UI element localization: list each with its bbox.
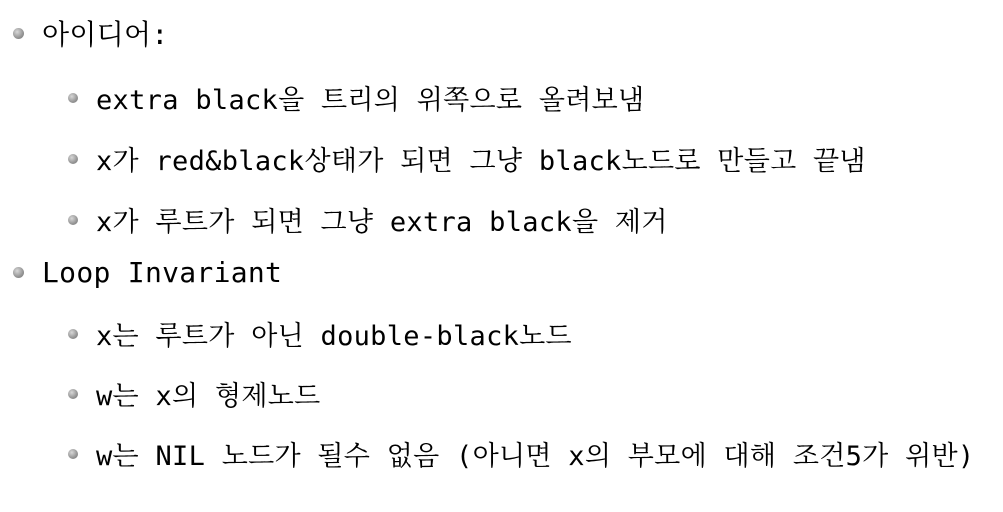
bullet-icon bbox=[13, 28, 24, 39]
bullet-loop-invariant-text: Loop Invariant bbox=[42, 256, 283, 289]
bullet-icon bbox=[68, 449, 78, 459]
bullet-icon bbox=[68, 215, 78, 225]
bullet-icon bbox=[68, 329, 78, 339]
bullet-icon bbox=[13, 267, 24, 278]
sub-bullet-text: w는 NIL 노드가 될수 없음 (아니면 x의 부모에 대해 조건5가 위반) bbox=[96, 441, 975, 472]
sub-bullet-text: x는 루트가 아닌 double-black노드 bbox=[96, 321, 572, 352]
sub-bullet-text: w는 x의 형제노드 bbox=[96, 381, 321, 412]
sub-bullet-invariant-3 bbox=[68, 434, 974, 473]
sub-bullet-text: extra black을 트리의 위쪽으로 올려보냄 bbox=[96, 85, 645, 116]
sub-bullet-idea-3 bbox=[68, 200, 668, 239]
bullet-idea bbox=[13, 13, 169, 53]
bullet-loop-invariant bbox=[13, 256, 282, 289]
bullet-icon bbox=[68, 389, 78, 399]
bullet-icon bbox=[68, 93, 78, 103]
sub-bullet-text: x가 red&black상태가 되면 그냥 black노드로 만들고 끝냄 bbox=[96, 146, 866, 177]
sub-bullet-text: x가 루트가 되면 그냥 extra black을 제거 bbox=[96, 207, 668, 238]
bullet-idea-text: 아이디어: bbox=[42, 18, 169, 51]
sub-bullet-idea-2 bbox=[68, 139, 866, 178]
sub-bullet-idea-1 bbox=[68, 78, 644, 117]
sub-bullet-invariant-1 bbox=[68, 314, 572, 353]
sub-bullet-invariant-2 bbox=[68, 374, 321, 413]
bullet-icon bbox=[68, 154, 78, 164]
